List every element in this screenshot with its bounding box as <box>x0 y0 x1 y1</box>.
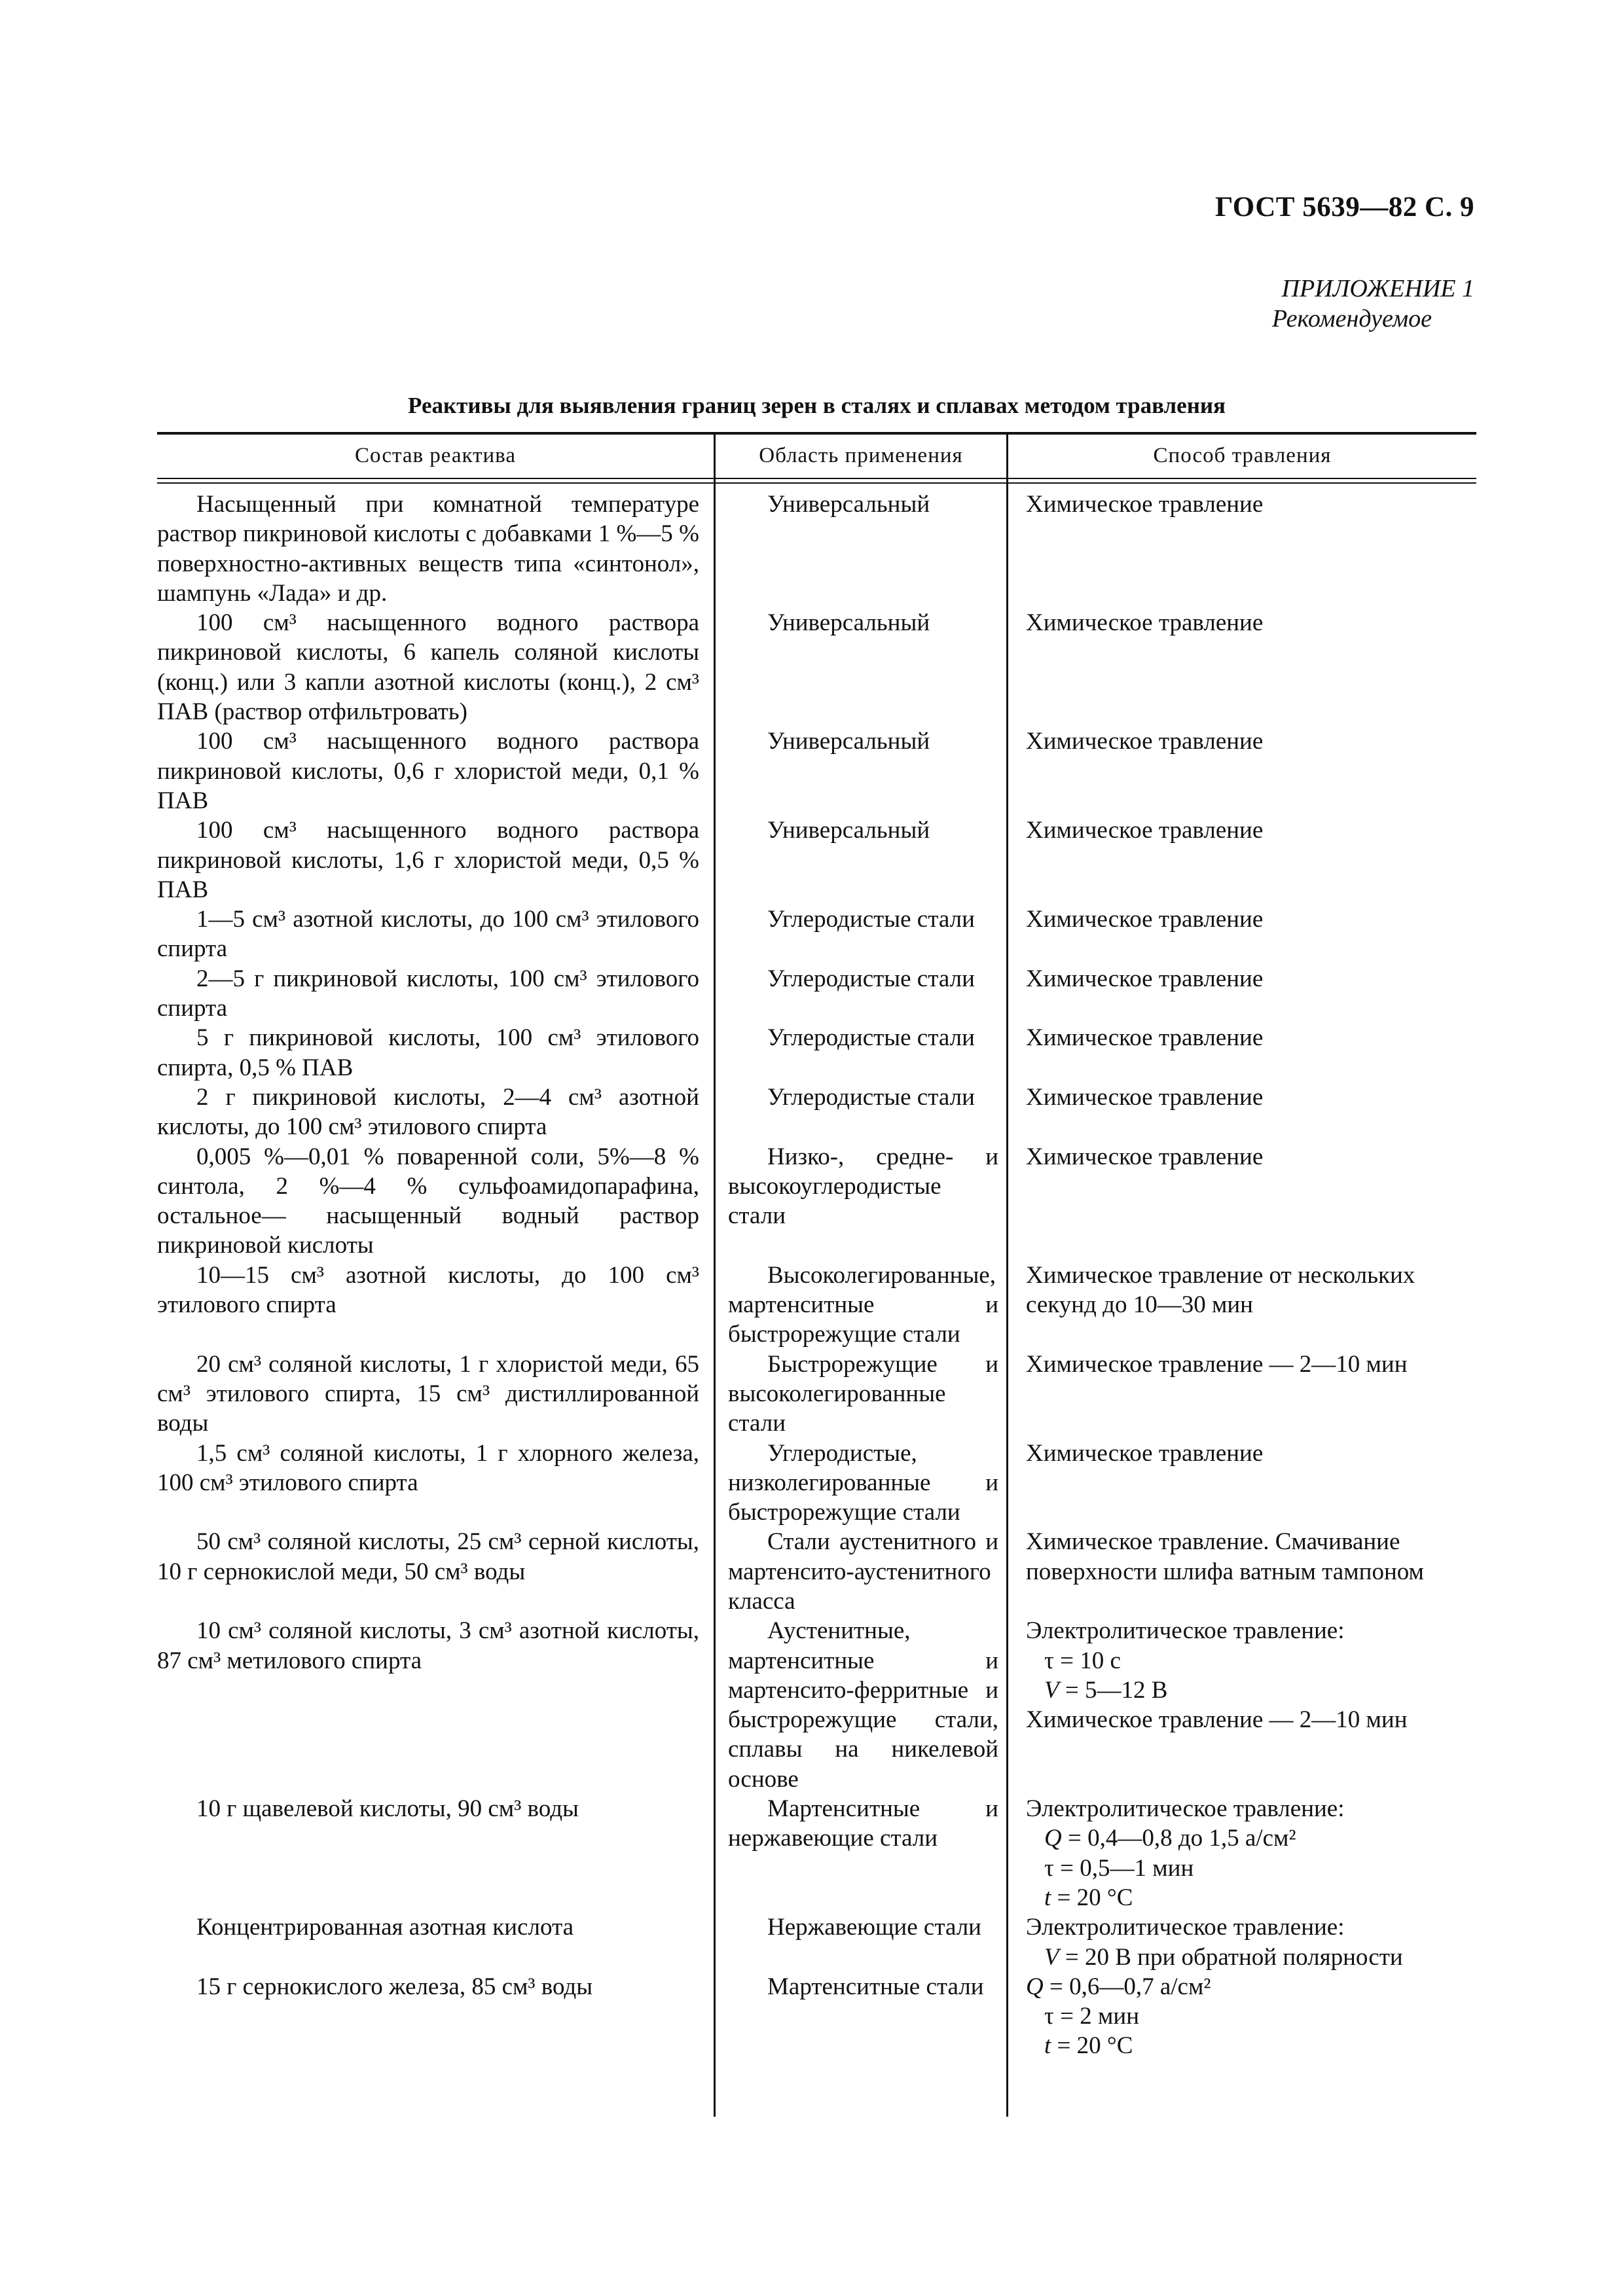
method-line: Химическое травление. Смачивание поверхности шлифа ватным тампоном <box>1026 1528 1424 1585</box>
composition-cell: 10—15 см³ азотной кислоты, до 100 см³ этилового спирта <box>157 1261 699 1319</box>
method-cell <box>1006 1023 1476 1083</box>
table-row <box>157 905 1476 964</box>
application-cell: Быстрорежущие и высоколегированные стали <box>728 1350 998 1437</box>
composition-cell: 10 см³ соляной кислоты, 3 см³ азотной кислоты, 87 см³ метилового спирта <box>157 1617 699 1674</box>
method-line: Химическое травление <box>1026 965 1264 992</box>
table-row <box>157 608 1476 726</box>
composition-cell: 1,5 см³ соляной кислоты, 1 г хлорного железа, 100 см³ этилового спирта <box>157 1439 699 1496</box>
table-row <box>157 490 1476 608</box>
method-line: Q = 0,6—0,7 а/см² <box>1026 1973 1211 2000</box>
table-row <box>157 1142 1476 1261</box>
method-line: τ = 10 с <box>1044 1647 1121 1674</box>
application-cell: Углеродистые стали <box>767 906 975 933</box>
method-line: Химическое травление <box>1026 728 1264 755</box>
table-row <box>157 1439 1476 1528</box>
method-cell <box>1006 1527 1476 1616</box>
method-line: Химическое травление <box>1026 906 1264 933</box>
composition-cell: 100 см³ насыщенного водного раствора пикриновой кислоты, 6 капель соляной кислоты (конц.) или 3 капли азотной кислоты (конц.), 2 см³ ПАВ (раствор отфильтровать) <box>157 609 699 726</box>
composition-cell: 2 г пикриновой кислоты, 2—4 см³ азотной кислоты, до 100 см³ этилового спирта <box>157 1083 699 1141</box>
reagents-table <box>157 432 1476 2117</box>
method-cell <box>1006 726 1476 816</box>
method-cell <box>1006 1616 1476 1794</box>
composition-cell: Концентрированная азотная кислота <box>196 1914 574 1941</box>
method-line: Химическое травление <box>1026 491 1264 518</box>
application-cell: Универсальный <box>767 609 930 637</box>
application-cell: Низко-, средне- и высокоуглеродистые стали <box>728 1143 998 1230</box>
application-cell: Углеродистые стали <box>767 1083 975 1111</box>
table-row <box>157 726 1476 816</box>
method-cell <box>1006 1794 1476 1912</box>
table-body <box>157 490 1476 2061</box>
table-row <box>157 816 1476 905</box>
table-row <box>157 1023 1476 1083</box>
table-row <box>157 1083 1476 1142</box>
application-cell: Углеродистые, низколегированные и быстрорежущие стали <box>728 1439 998 1526</box>
application-cell: Мартенситные стали <box>767 1973 984 2000</box>
application-cell: Универсальный <box>767 491 930 518</box>
composition-cell: 5 г пикриновой кислоты, 100 см³ этилового спирта, 0,5 % ПАВ <box>157 1024 699 1081</box>
method-cell <box>1006 1350 1476 1439</box>
method-cell <box>1006 490 1476 608</box>
method-line: t = 20 °С <box>1044 2032 1133 2060</box>
composition-cell: 100 см³ насыщенного водного раствора пикриновой кислоты, 1,6 г хлористой меди, 0,5 % ПАВ <box>157 817 699 903</box>
method-cell <box>1006 1142 1476 1261</box>
composition-cell: 15 г сернокислого железа, 85 см³ воды <box>196 1973 593 2000</box>
application-cell: Универсальный <box>767 728 930 755</box>
appendix-label <box>1272 274 1474 334</box>
table-row <box>157 1912 1476 1972</box>
application-cell: Нержавеющие стали <box>767 1914 981 1941</box>
method-cell <box>1006 1912 1476 1972</box>
method-line: Химическое травление <box>1026 1024 1264 1052</box>
method-cell <box>1006 905 1476 964</box>
column-header-application: Область применения <box>759 443 963 467</box>
composition-cell: 1—5 см³ азотной кислоты, до 100 см³ этилового спирта <box>157 906 699 963</box>
method-line: V = 5—12 В <box>1044 1676 1168 1704</box>
method-line: Электролитическое травление: <box>1026 1795 1345 1823</box>
method-line: Химическое травление от нескольких секунд до 10—30 мин <box>1026 1261 1415 1319</box>
composition-cell: 0,005 %—0,01 % поваренной соли, 5%—8 % синтола, 2 %—4 % сульфоамидопарафина, остальное— насыщенный водный раствор пикриновой кислоты <box>157 1143 699 1259</box>
column-header-method: Способ травления <box>1153 443 1332 467</box>
table-row <box>157 1527 1476 1616</box>
composition-cell: 100 см³ насыщенного водного раствора пикриновой кислоты, 0,6 г хлористой меди, 0,1 % ПАВ <box>157 728 699 814</box>
table-row <box>157 1972 1476 2061</box>
table-row <box>157 1616 1476 1794</box>
application-cell: Углеродистые стали <box>767 965 975 992</box>
method-cell <box>1006 1439 1476 1528</box>
appendix-title: ПРИЛОЖЕНИЕ 1 <box>1281 275 1474 302</box>
method-line: Химическое травление <box>1026 1143 1264 1170</box>
method-line: Химическое травление <box>1026 1439 1264 1467</box>
composition-cell: 2—5 г пикриновой кислоты, 100 см³ этилового спирта <box>157 965 699 1022</box>
application-cell: Универсальный <box>767 817 930 844</box>
method-cell <box>1006 964 1476 1024</box>
method-line: t = 20 °С <box>1044 1884 1133 1911</box>
method-line: Q = 0,4—0,8 до 1,5 а/см² <box>1044 1825 1296 1852</box>
method-line: τ = 0,5—1 мин <box>1044 1854 1194 1882</box>
table-row <box>157 1794 1476 1912</box>
method-cell <box>1006 816 1476 905</box>
composition-cell: 20 см³ соляной кислоты, 1 г хлористой меди, 65 см³ этилового спирта, 15 см³ дистиллированной воды <box>157 1350 699 1437</box>
application-cell: Стали аустенитного и мартенсито-аустенитного класса <box>728 1528 998 1615</box>
composition-cell: 50 см³ соляной кислоты, 25 см³ серной кислоты, 10 г сернокислой меди, 50 см³ воды <box>157 1528 699 1585</box>
column-header-composition: Состав реактива <box>355 443 516 467</box>
composition-cell: 10 г щавелевой кислоты, 90 см³ воды <box>196 1795 579 1823</box>
appendix-status: Рекомендуемое <box>1271 305 1432 332</box>
header-double-rule <box>157 478 1476 484</box>
application-cell: Аустенитные, мартенситные и мартенсито-ферритные и быстрорежущие стали, сплавы на никелевой основе <box>728 1617 998 1793</box>
application-cell: Мартенситные и нержавеющие стали <box>728 1795 998 1852</box>
method-line: Химическое травление — 2—10 мин <box>1026 1350 1408 1378</box>
application-cell: Высоколегированные, мартенситные и быстрорежущие стали <box>728 1261 998 1348</box>
table-row <box>157 1261 1476 1350</box>
method-cell <box>1006 608 1476 726</box>
method-line: Химическое травление <box>1026 817 1264 844</box>
table-row <box>157 1350 1476 1439</box>
method-line: V = 20 В при обратной полярности <box>1044 1943 1403 1971</box>
page-header: ГОСТ 5639—82 С. 9 <box>1214 192 1474 223</box>
method-line: Химическое травление — 2—10 мин <box>1026 1706 1408 1734</box>
application-cell: Углеродистые стали <box>767 1024 975 1052</box>
method-cell <box>1006 1083 1476 1142</box>
method-cell <box>1006 1261 1476 1350</box>
method-line: Химическое травление <box>1026 1083 1264 1111</box>
method-line: τ = 2 мин <box>1044 2003 1140 2030</box>
composition-cell: Насыщенный при комнатной температуре раствор пикриновой кислоты с добавками 1 %—5 % поверхностно-активных веществ типа «синтонол», шампунь «Лада» и др. <box>157 491 699 607</box>
method-cell <box>1006 1972 1476 2061</box>
method-line: Химическое травление <box>1026 609 1264 637</box>
method-line: Электролитическое травление: <box>1026 1617 1345 1645</box>
table-row <box>157 964 1476 1024</box>
table-title: Реактивы для выявления границ зерен в сталях и сплавах методом травления <box>408 393 1226 418</box>
method-line: Электролитическое травление: <box>1026 1914 1345 1941</box>
